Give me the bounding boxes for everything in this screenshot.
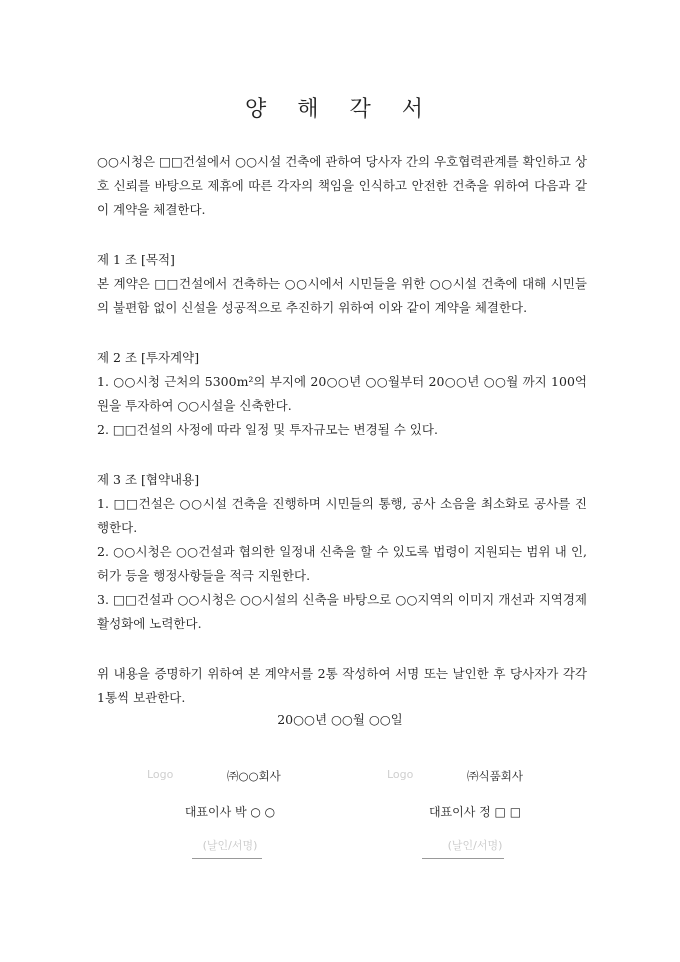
intro-paragraph: ○○시청은 □□건설에서 ○○시설 건축에 관하여 당사자 간의 우호협력관계를 확인하고 상호 신뢰를 바탕으로 제휴에 따른 각자의 책임을 인식하고 안전한 건축을 위하여 다음과 같이 계약을 체결한다. — [97, 154, 587, 217]
document-body — [97, 150, 587, 710]
article-3-item-1: 1. □□건설은 ○○시설 건축을 진행하며 시민들의 통행, 공사 소음을 최소화로 공사를 진행한다. — [97, 496, 587, 535]
party-left-signature-line — [192, 858, 262, 859]
party-right-logo: Logo — [387, 768, 414, 781]
party-left-seal-placeholder: (날인/서명) — [202, 839, 258, 852]
article-1-text: 본 계약은 □□건설에서 건축하는 ○○시에서 시민들을 위한 ○○시설 건축에 대해 시민들의 불편함 없이 신설을 성공적으로 추진하기 위하여 이와 같이 계약을 체결한다. — [97, 276, 587, 315]
party-right-signature-block — [375, 765, 575, 852]
party-left-logo: Logo — [147, 768, 174, 781]
article-3-item-3: 3. □□건설과 ○○시청은 ○○시설의 신축을 바탕으로 ○○지역의 이미지 개선과 지역경제 활성화에 노력한다. — [97, 592, 587, 631]
party-right-representative: 대표이사 정 □ □ — [428, 805, 522, 819]
article-2-item-1: 1. ○○시청 근처의 5300m²의 부지에 20○○년 ○○월부터 20○○년 ○○월 까지 100억 원을 투자하여 ○○시설을 신축한다. — [97, 374, 587, 413]
signing-date: 20○○년 ○○월 ○○일 — [277, 712, 403, 727]
party-right-company: ㈜식품회사 — [467, 769, 523, 783]
party-right-signature-line — [422, 858, 504, 859]
party-left-representative: 대표이사 박 ○ ○ — [184, 805, 276, 819]
party-left-company: ㈜○○회사 — [227, 769, 281, 783]
party-right-seal-placeholder: (날인/서명) — [447, 839, 503, 852]
party-left-signature-block — [130, 765, 330, 852]
article-2-heading: 제 2 조 [투자계약] — [97, 350, 200, 365]
article-3-item-2: 2. ○○시청은 ○○건설과 협의한 일정내 신축을 할 수 있도록 법령이 지원되는 범위 내 인, 허가 등을 행정사항들을 적극 지원한다. — [97, 544, 587, 583]
closing-paragraph: 위 내용을 증명하기 위하여 본 계약서를 2통 작성하여 서명 또는 날인한 후 당사자가 각각 1통씩 보관한다. — [97, 666, 587, 705]
document-title: 양 해 각 서 — [245, 97, 435, 122]
article-1-heading: 제 1 조 [목적] — [97, 252, 175, 267]
article-2-item-2: 2. □□건설의 사정에 따라 일정 및 투자규모는 변경될 수 있다. — [97, 422, 438, 437]
article-3-heading: 제 3 조 [협약내용] — [97, 472, 200, 487]
